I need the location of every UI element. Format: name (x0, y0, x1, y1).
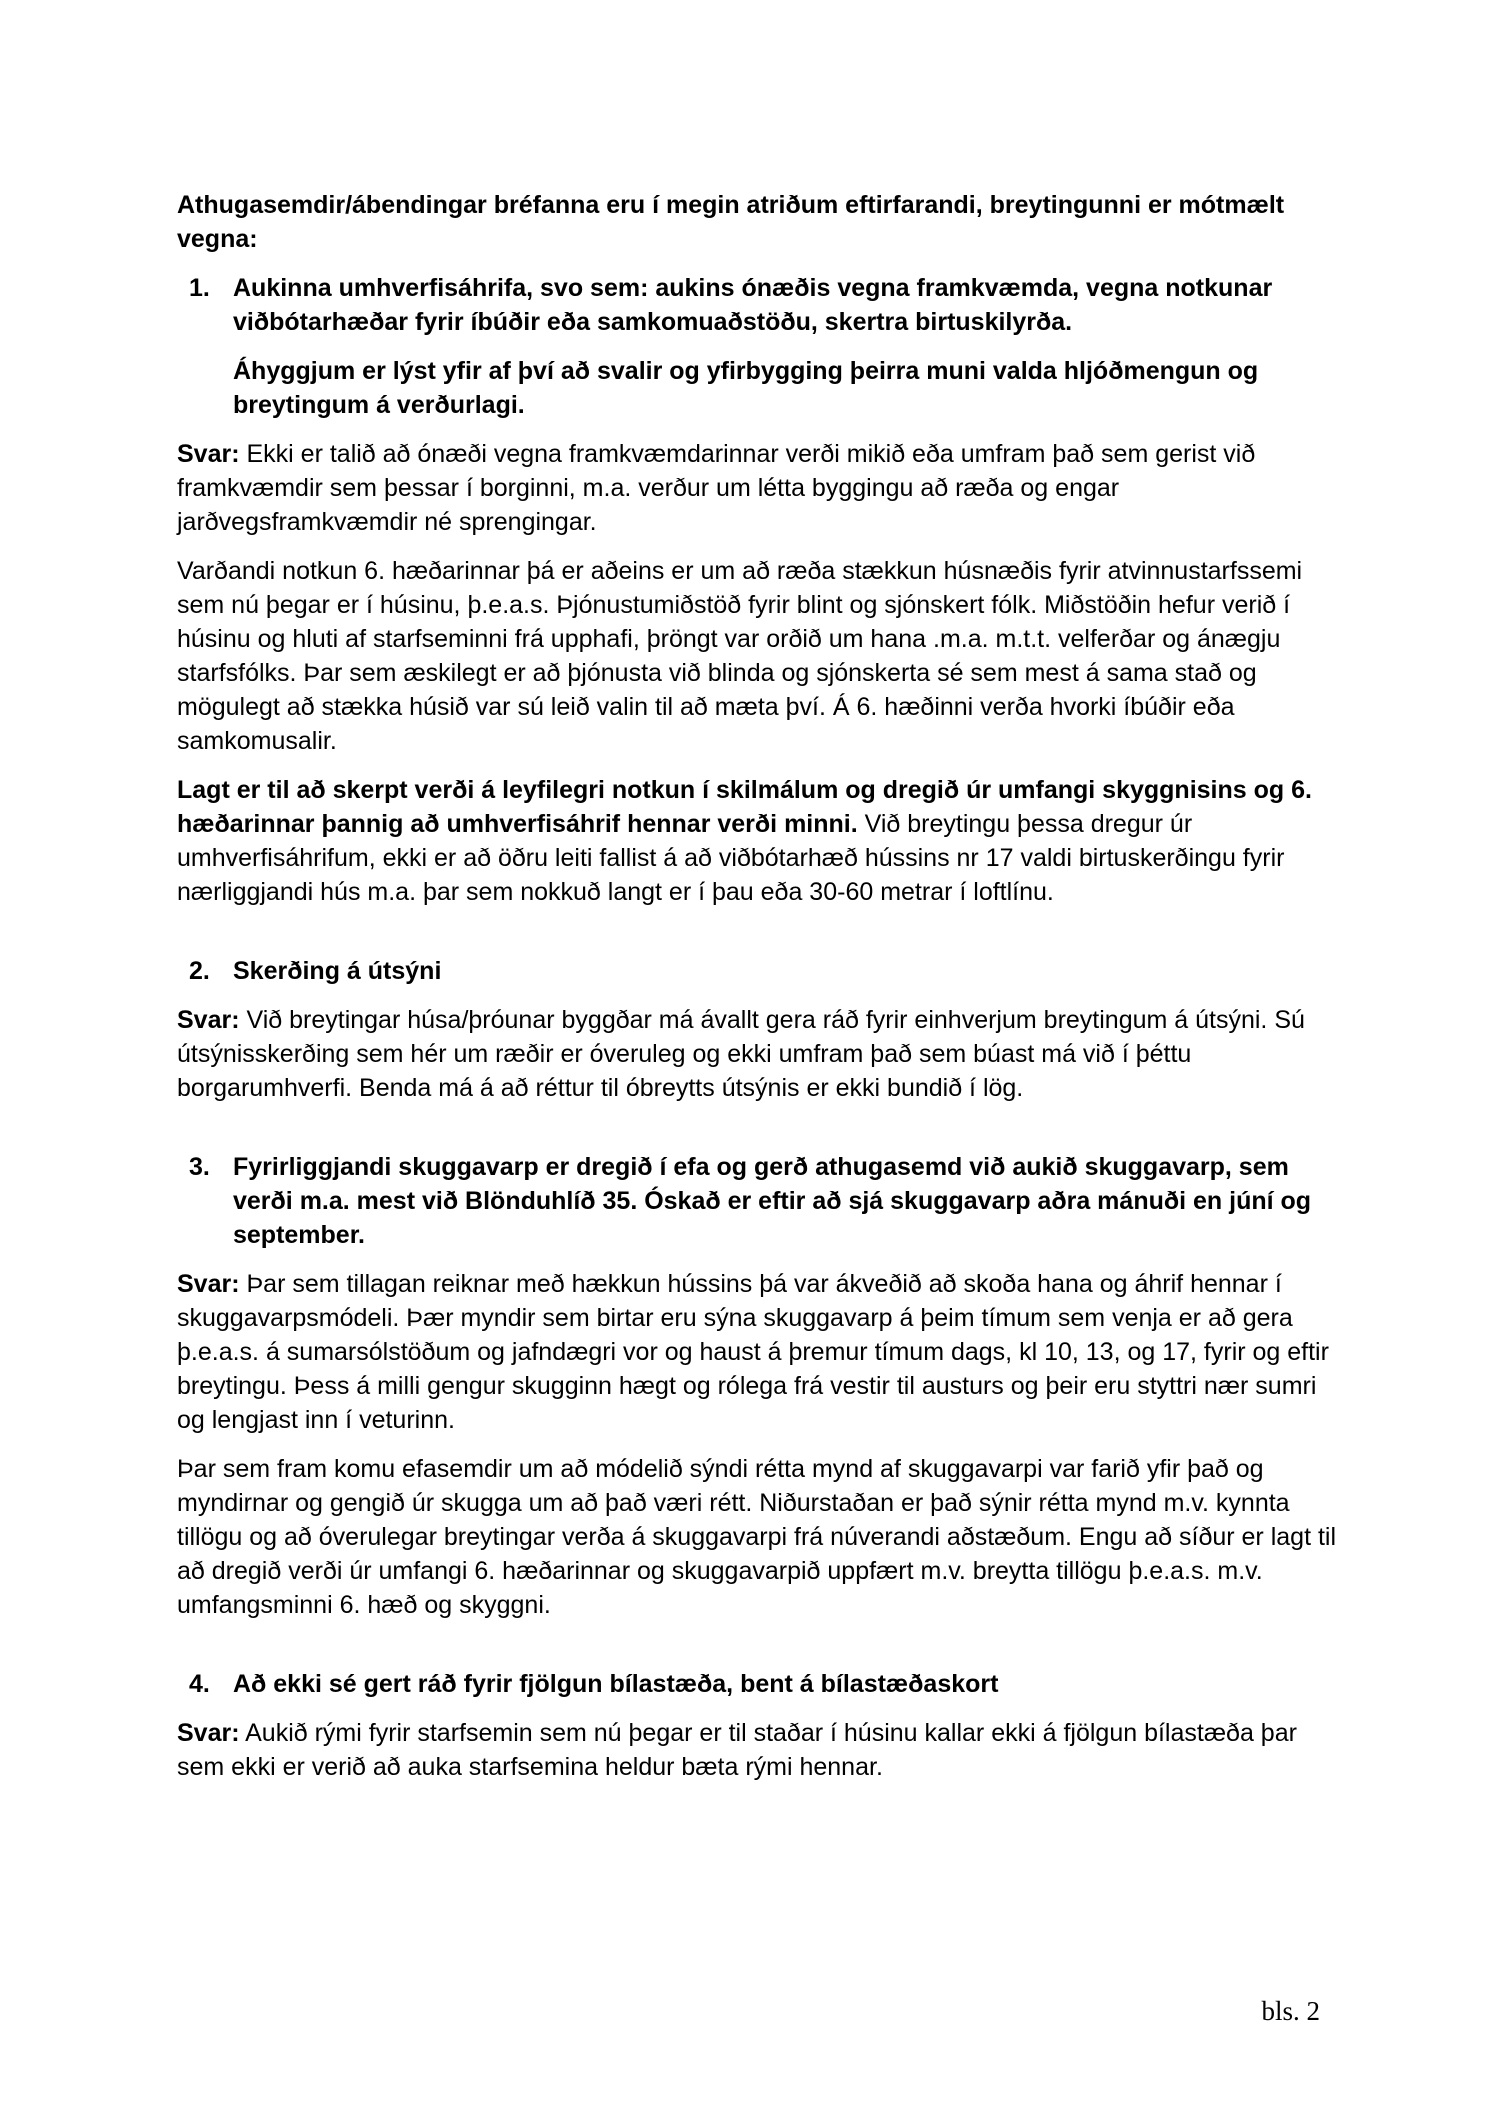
item3-heading: Fyrirliggjandi skuggavarp er dregið í efa og gerð athugasemd við aukið skuggavarp, sem verði m.a. mest við Blönduhlíð 35. Óskað er eftir að sjá skuggavarp aðra mánuði en júní og september. (233, 1153, 1312, 1249)
item2-heading: Skerðing á útsýni (233, 957, 442, 985)
svar1-text: Ekki er talið að ónæði vegna framkvæmdarinnar verði mikið eða umfram það sem gerist við framkvæmdir sem þessar í borginni, m.a. verður um létta byggingu að ræða og engar jarðvegsframkvæmdir né sprengingar. (177, 440, 1256, 536)
svar2-paragraph (177, 1003, 1342, 1105)
svar3-label: Svar: (177, 1270, 240, 1298)
svar4-label: Svar: (177, 1719, 240, 1747)
list-item-2-body (233, 954, 1342, 988)
list-number-2: 2. (189, 957, 210, 985)
svar2-text: Við breytingar húsa/þróunar byggðar má ávallt gera ráð fyrir einhverjum breytingum á útsýni. Sú útsýnisskerðing sem hér um ræðir er óveruleg og ekki umfram það sem búast má við í þéttu borgarumhverfi. Benda má á að réttur til óbreytts útsýnis er ekki bundið í lög. (177, 1006, 1305, 1102)
list-item-3-body (233, 1150, 1342, 1252)
list-item-2 (177, 954, 1342, 988)
svar3-paragraph (177, 1267, 1342, 1437)
svar3-text: Þar sem tillagan reiknar með hækkun hússins þá var ákveðið að skoða hana og áhrif hennar í skuggavarpsmódeli. Þær myndir sem birtar eru sýna skuggavarp á þeim tímum sem venja er að gera þ.e.a.s. á sumarsólstöðum og jafndægri vor og haust á þremur tímum dags, kl 10, 13, og 17, fyrir og eftir breytingu. Þess á milli gengur skugginn hægt og rólega frá vestir til austurs og þeir eru styttri nær sumri og lengjast inn í veturinn. (177, 1270, 1329, 1434)
item1-conclusion-bold: Lagt er til að skerpt verði á leyfilegri notkun í skilmálum og dregið úr umfangi skyggnisins og 6. hæðarinnar þannig að umhverfisáhrif hennar verði minni. (177, 776, 1312, 838)
list-item-4 (177, 1667, 1342, 1701)
item1-concern: Áhyggjum er lýst yfir af því að svalir og yfirbygging þeirra muni valda hljóðmengun og breytingum á verðurlagi. (233, 357, 1259, 419)
list-item-1-body (233, 271, 1342, 422)
item1-heading: Aukinna umhverfisáhrifa, svo sem: aukins ónæðis vegna framkvæmda, vegna notkunar viðbótarhæðar fyrir íbúðir eða samkomuaðstöðu, skertra birtuskilyrða. (233, 274, 1273, 336)
list-item-3 (177, 1150, 1342, 1252)
item4-heading: Að ekki sé gert ráð fyrir fjölgun bílastæða, bent á bílastæðaskort (233, 1670, 999, 1698)
item1-conclusion-rest: Við breytingu þessa dregur úr umhverfisáhrifum, ekki er að öðru leiti fallist á að viðbótarhæð hússins nr 17 valdi birtuskerðingu fyrir nærliggjandi hús m.a. þar sem nokkuð langt er í þau eða 30-60 metrar í loftlínu. (177, 810, 1285, 906)
list-number-3: 3. (189, 1153, 210, 1181)
list-item-1 (177, 271, 1342, 422)
item3-model-paragraph: Þar sem fram komu efasemdir um að módelið sýndi rétta mynd af skuggavarpi var farið yfir það og myndirnar og gengið úr skugga um að það væri rétt. Niðurstaðan er það sýnir rétta mynd m.v. kynnta tillögu og að óverulegar breytingar verða á skuggavarpi frá núverandi aðstæðum. Engu að síður er lagt til að dregið verði úr umfangi 6. hæðarinnar og skuggavarpið uppfært m.v. breytta tillögu þ.e.a.s. m.v. umfangsminni 6. hæð og skyggni. (177, 1455, 1337, 1619)
page-number: bls. 2 (1261, 1996, 1320, 2026)
item1-usage-paragraph: Varðandi notkun 6. hæðarinnar þá er aðeins er um að ræða stækkun húsnæðis fyrir atvinnustarfssemi sem nú þegar er í húsinu, þ.e.a.s. Þjónustumiðstöð fyrir blint og sjónskert fólk. Miðstöðin hefur verið í húsinu og hluti af starfseminni frá upphafi, þröngt var orðið um hana .m.a. m.t.t. velferðar og ánægju starfsfólks. Þar sem æskilegt er að þjónusta við blinda og sjónskerta sé sem mest á sama stað og mögulegt að stækka húsið var sú leið valin til að mæta því. Á 6. hæðinni verða hvorki íbúðir eða samkomusalir. (177, 557, 1303, 755)
intro-paragraph: Athugasemdir/ábendingar bréfanna eru í megin atriðum eftirfarandi, breytingunni er mótmælt vegna: (177, 191, 1285, 253)
svar4-text: Aukið rými fyrir starfsemin sem nú þegar er til staðar í húsinu kallar ekki á fjölgun bílastæða þar sem ekki er verið að auka starfsemina heldur bæta rými hennar. (177, 1719, 1297, 1781)
svar2-label: Svar: (177, 1006, 240, 1034)
svar1-label: Svar: (177, 440, 240, 468)
list-number-1: 1. (189, 274, 210, 302)
svar4-paragraph (177, 1716, 1342, 1784)
list-number-4: 4. (189, 1670, 210, 1698)
svar1-paragraph (177, 437, 1342, 539)
item1-conclusion-paragraph (177, 773, 1342, 909)
list-item-4-body (233, 1667, 1342, 1701)
document-body (177, 188, 1342, 1799)
